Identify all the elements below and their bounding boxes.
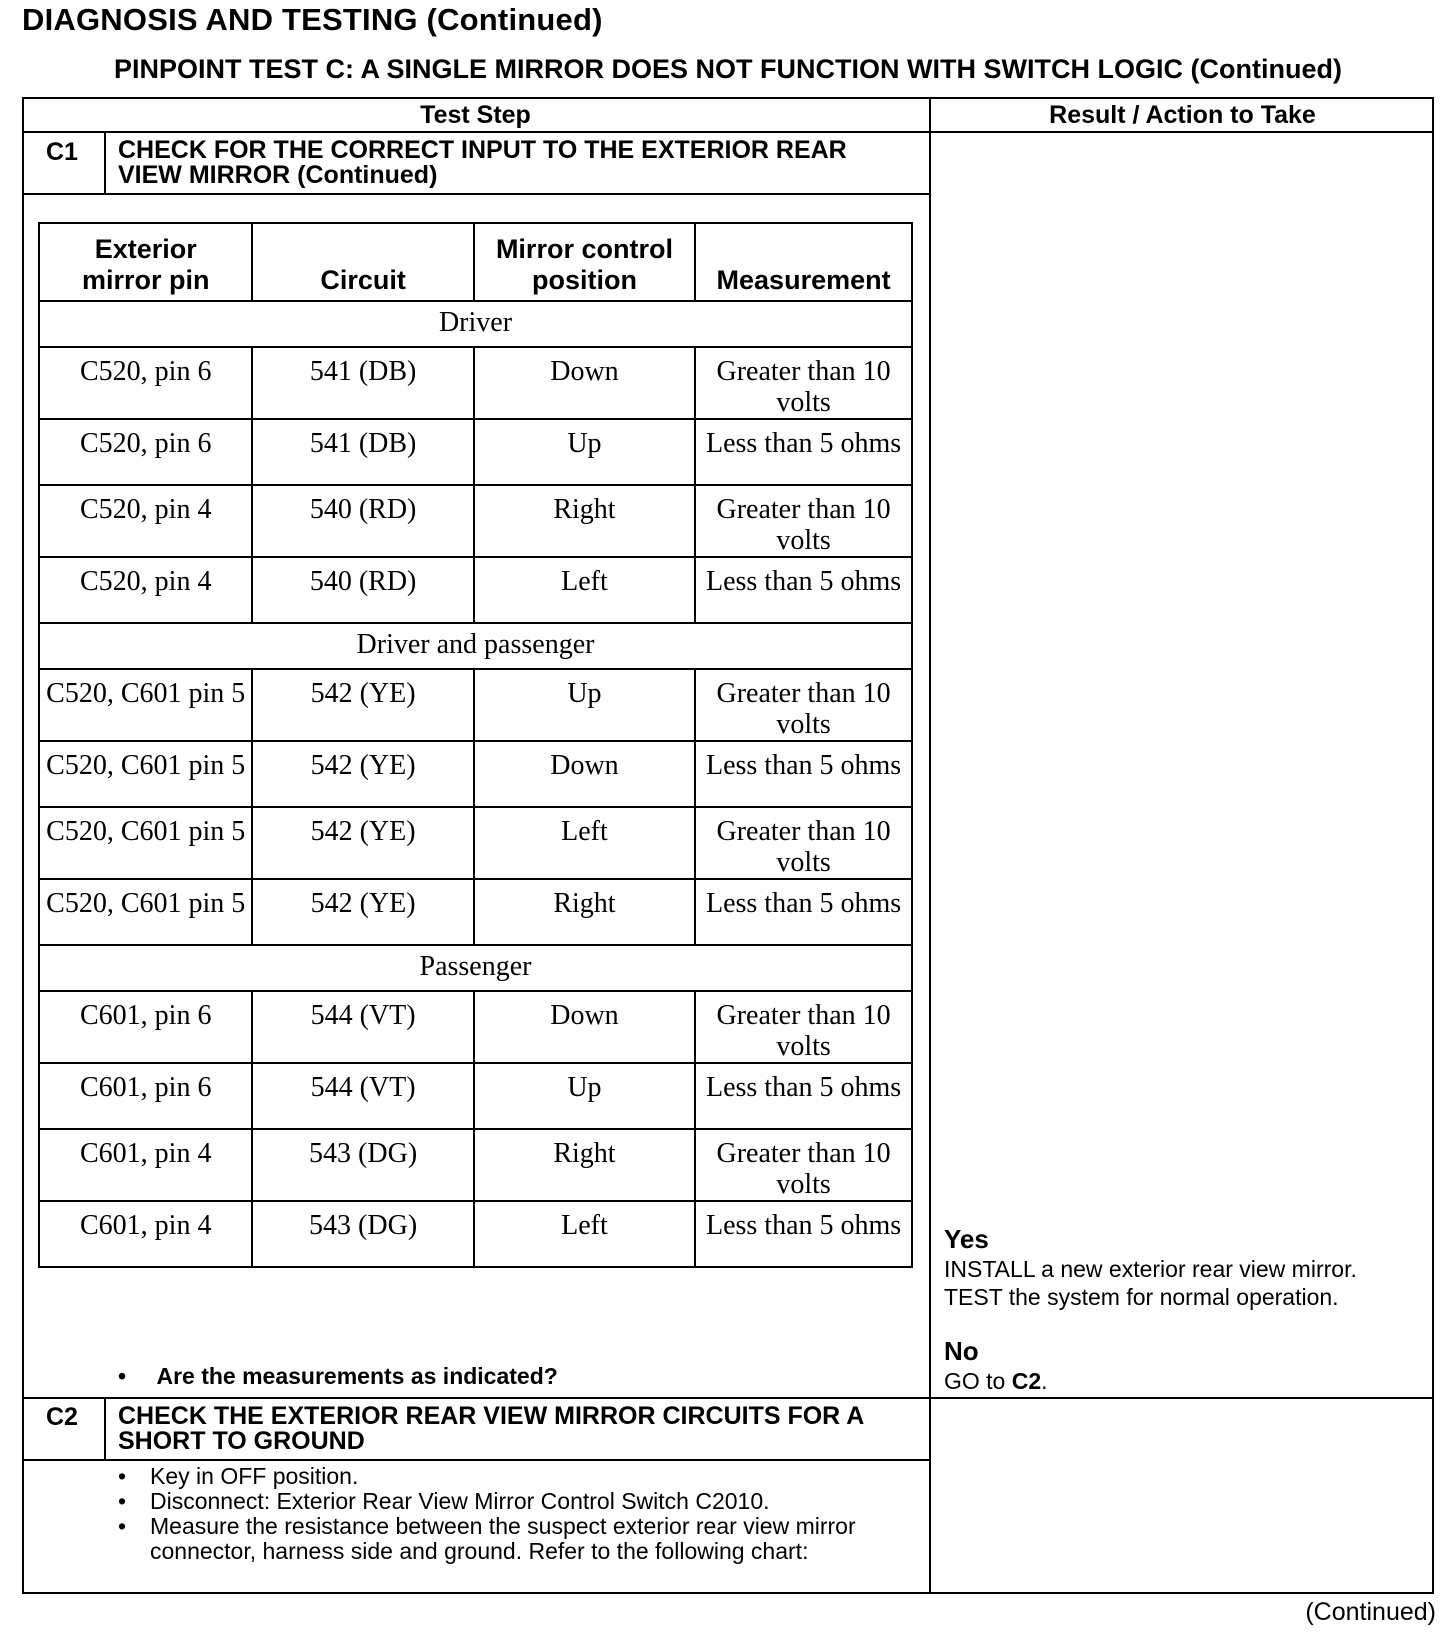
list-item: • Measure the resistance between the suspect exterior rear view mirror connector, harness side and ground. Refer to the following chart:: [118, 1513, 856, 1564]
table-row: [39, 485, 912, 557]
table-cell: Left: [474, 1201, 695, 1267]
group-label: Passenger: [39, 945, 912, 991]
continued-footer: (Continued): [1305, 1598, 1436, 1626]
result-yes: [944, 1224, 1424, 1311]
result-no-action: GO to C2.: [944, 1368, 1048, 1394]
table-row: [39, 1129, 912, 1201]
table-cell: 542 (YE): [252, 669, 473, 741]
group-row-driver-and-passenger: [39, 623, 912, 669]
table-cell: C520, C601 pin 5: [39, 807, 252, 879]
table-cell: 542 (YE): [252, 879, 473, 945]
table-cell: Left: [474, 557, 695, 623]
step-id-c2: C2: [46, 1403, 78, 1431]
c2-top-line: [22, 1397, 1434, 1399]
group-label: Driver and passenger: [39, 623, 912, 669]
table-row: [39, 879, 912, 945]
result-yes-label: Yes: [944, 1224, 989, 1254]
table-cell: Down: [474, 741, 695, 807]
table-cell: Greater than 10 volts: [695, 485, 912, 557]
table-cell: Less than 5 ohms: [695, 1063, 912, 1129]
pinpoint-test-title: PINPOINT TEST C: A SINGLE MIRROR DOES NOT FUNCTION WITH SWITCH LOGIC (Continued): [114, 54, 1342, 84]
result-no: [944, 1336, 1424, 1395]
table-cell: C520, pin 4: [39, 557, 252, 623]
table-cell: C601, pin 6: [39, 991, 252, 1063]
table-header-row: [39, 223, 912, 301]
header-exterior-mirror-pin: Exterior mirror pin: [39, 223, 252, 301]
table-cell: 540 (RD): [252, 485, 473, 557]
table-cell: C520, pin 4: [39, 485, 252, 557]
table-cell: Less than 5 ohms: [695, 741, 912, 807]
table-cell: Greater than 10 volts: [695, 807, 912, 879]
group-row-passenger: [39, 945, 912, 991]
result-no-label: No: [944, 1336, 979, 1366]
list-item: • Disconnect: Exterior Rear View Mirror Control Switch C2010.: [118, 1488, 770, 1514]
table-row: [39, 741, 912, 807]
column-divider: [929, 97, 931, 1594]
group-label: Driver: [39, 301, 912, 347]
table-row: [39, 1063, 912, 1129]
page-title: DIAGNOSIS AND TESTING (Continued): [22, 2, 603, 37]
table-cell: C601, pin 6: [39, 1063, 252, 1129]
table-cell: 541 (DB): [252, 419, 473, 485]
table-cell: C520, C601 pin 5: [39, 879, 252, 945]
table-cell: Less than 5 ohms: [695, 557, 912, 623]
c2-id-divider: [104, 1397, 106, 1460]
table-cell: 544 (VT): [252, 991, 473, 1063]
header-measurement: Measurement: [695, 223, 912, 301]
table-cell: C520, pin 6: [39, 419, 252, 485]
table-cell: Down: [474, 991, 695, 1063]
table-cell: Left: [474, 807, 695, 879]
c2-title-underline: [22, 1459, 929, 1461]
bullet: •: [118, 1463, 127, 1489]
column-header-result: Result / Action to Take: [1049, 101, 1316, 129]
table-cell: 544 (VT): [252, 1063, 473, 1129]
table-row: [39, 807, 912, 879]
table-cell: Less than 5 ohms: [695, 879, 912, 945]
table-cell: 543 (DG): [252, 1129, 473, 1201]
table-cell: Down: [474, 347, 695, 419]
table-cell: C520, pin 6: [39, 347, 252, 419]
c1-title-underline: [22, 193, 929, 195]
table-cell: Greater than 10 volts: [695, 991, 912, 1063]
table-cell: 541 (DB): [252, 347, 473, 419]
table-row: [39, 669, 912, 741]
table-row: [39, 557, 912, 623]
bullet: •: [118, 1363, 127, 1389]
bullet: •: [118, 1488, 127, 1514]
header-mirror-control-position: Mirror control position: [474, 223, 695, 301]
table-cell: C520, C601 pin 5: [39, 669, 252, 741]
table-cell: Greater than 10 volts: [695, 347, 912, 419]
header-divider: [22, 131, 1434, 133]
step-id-c1: C1: [46, 138, 78, 166]
table-cell: Greater than 10 volts: [695, 669, 912, 741]
c2-instructions: [118, 1464, 898, 1564]
group-row-driver: [39, 301, 912, 347]
table-cell: Less than 5 ohms: [695, 1201, 912, 1267]
table-cell: C601, pin 4: [39, 1129, 252, 1201]
result-yes-action-1: INSTALL a new exterior rear view mirror.: [944, 1256, 1357, 1282]
table-cell: Right: [474, 485, 695, 557]
c1-question: • Are the measurements as indicated?: [118, 1363, 558, 1389]
column-header-test-step: Test Step: [420, 101, 531, 129]
table-cell: 542 (YE): [252, 807, 473, 879]
list-item: • Key in OFF position.: [118, 1463, 359, 1489]
bullet: •: [118, 1513, 127, 1539]
table-cell: Greater than 10 volts: [695, 1129, 912, 1201]
table-row: [39, 991, 912, 1063]
c1-id-divider: [104, 131, 106, 195]
step-title-c1: CHECK FOR THE CORRECT INPUT TO THE EXTERIOR REAR VIEW MIRROR (Continued): [118, 136, 847, 189]
table-cell: Right: [474, 879, 695, 945]
table-cell: Less than 5 ohms: [695, 419, 912, 485]
table-cell: Up: [474, 1063, 695, 1129]
table-row: [39, 419, 912, 485]
table-cell: Up: [474, 669, 695, 741]
measurement-table: [38, 222, 913, 1268]
table-cell: 542 (YE): [252, 741, 473, 807]
table-cell: Up: [474, 419, 695, 485]
header-circuit: Circuit: [252, 223, 473, 301]
table-row: [39, 347, 912, 419]
step-title-c2: CHECK THE EXTERIOR REAR VIEW MIRROR CIRCUITS FOR A SHORT TO GROUND: [118, 1402, 865, 1455]
table-row: [39, 1201, 912, 1267]
table-cell: C601, pin 4: [39, 1201, 252, 1267]
table-cell: 540 (RD): [252, 557, 473, 623]
table-cell: 543 (DG): [252, 1201, 473, 1267]
table-cell: C520, C601 pin 5: [39, 741, 252, 807]
table-cell: Right: [474, 1129, 695, 1201]
result-yes-action-2: TEST the system for normal operation.: [944, 1284, 1339, 1310]
